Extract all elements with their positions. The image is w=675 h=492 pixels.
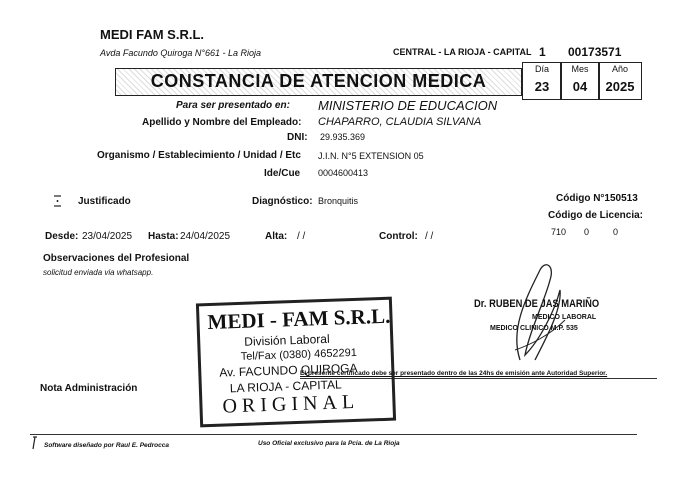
idecue-label: Ide/Cue: [264, 168, 301, 179]
footer-left: Software diseñado por Raul E. Pedrocca: [44, 442, 169, 449]
empleado-label: Apellido y Nombre del Empleado:: [142, 117, 302, 128]
hasta-label: Hasta:: [148, 231, 179, 242]
justificado-checkbox: [52, 195, 64, 207]
day-value: 23: [534, 79, 550, 94]
organismo-label: Organismo / Establecimiento / Unidad / Etc: [97, 150, 301, 161]
company-name: MEDI FAM S.R.L.: [100, 27, 204, 42]
diagnostico-value: Bronquitis: [318, 196, 359, 206]
doctor-name: Dr. RUBEN DE JAS MARIÑO: [474, 298, 600, 310]
codigo-licencia-value-1: 710: [551, 227, 567, 237]
nota-label: Nota Administración: [40, 383, 138, 394]
footer-mark-icon: [30, 436, 40, 450]
codigo-licencia-value-2: 0: [584, 227, 590, 237]
stamp-line4: Av. FACUNDO QUIROGA: [219, 360, 358, 380]
month-value: 04: [572, 79, 588, 94]
dni-label: DNI:: [287, 132, 308, 143]
company-address: Avda Facundo Quiroga N°661 - La Rioja: [100, 48, 262, 58]
codigo-licencia-label: Código de Licencia:: [548, 210, 644, 221]
hasta-value: 24/04/2025: [180, 231, 231, 242]
footer-center: Uso Oficial exclusivo para la Pcia. de La Rioja: [258, 440, 400, 447]
notice-text: El presente certificado debe ser presentado dentro de las 24hs de emisión ante Autoridad Superior.: [300, 370, 608, 377]
idecue-value: 0004600413: [318, 168, 369, 178]
date-month-box: [560, 62, 600, 100]
stamp-line5: LA RIOJA - CAPITAL: [229, 377, 342, 396]
codigo-number: Código N°150513: [556, 193, 638, 204]
stamp-line1: MEDI - FAM S.R.L.: [207, 303, 391, 335]
stamp-line6: ORIGINAL: [222, 390, 360, 418]
doctor-line3: MEDICO CLINICO M.P. 535: [490, 325, 578, 332]
presentado-label: Para ser presentado en:: [176, 100, 290, 111]
control-value: / /: [425, 231, 434, 242]
empleado-value: CHAPARRO, CLAUDIA SILVANA: [318, 116, 482, 128]
dni-value: 29.935.369: [320, 132, 366, 142]
footer-divider: [30, 434, 637, 435]
desde-value: 23/04/2025: [82, 231, 133, 242]
stamp-line3: Tel/Fax (0380) 4652291: [240, 346, 358, 363]
desde-label: Desde:: [45, 231, 79, 242]
year-label: Año: [611, 64, 628, 74]
justificado-label: Justificado: [78, 196, 131, 207]
organismo-value: J.I.N. N°5 EXTENSION 05: [318, 151, 424, 161]
alta-label: Alta:: [265, 231, 288, 242]
codigo-licencia-value-3: 0: [613, 227, 619, 237]
title-band: [115, 68, 522, 96]
day-label: Día: [534, 64, 549, 74]
date-year-box: [598, 62, 642, 100]
alta-value: / /: [297, 231, 306, 242]
branch-label: CENTRAL - LA RIOJA - CAPITAL: [393, 47, 532, 57]
company-stamp: [196, 297, 396, 428]
year-value: 2025: [605, 79, 635, 94]
observaciones-value: solicitud enviada via whatsapp.: [43, 268, 154, 277]
document-title: CONSTANCIA DE ATENCION MEDICA: [150, 71, 487, 91]
serial-number: 00173571: [568, 45, 622, 59]
diagnostico-label: Diagnóstico:: [252, 196, 313, 207]
presentado-value: MINISTERIO DE EDUCACION: [318, 98, 498, 113]
observaciones-label: Observaciones del Profesional: [43, 253, 190, 264]
doctor-line2: MEDICO LABORAL: [532, 314, 597, 321]
control-label: Control:: [379, 231, 418, 242]
date-day-box: [522, 62, 562, 100]
copy-number: 1: [539, 45, 546, 59]
stamp-line2: División Laboral: [244, 331, 330, 349]
month-label: Mes: [571, 64, 589, 74]
